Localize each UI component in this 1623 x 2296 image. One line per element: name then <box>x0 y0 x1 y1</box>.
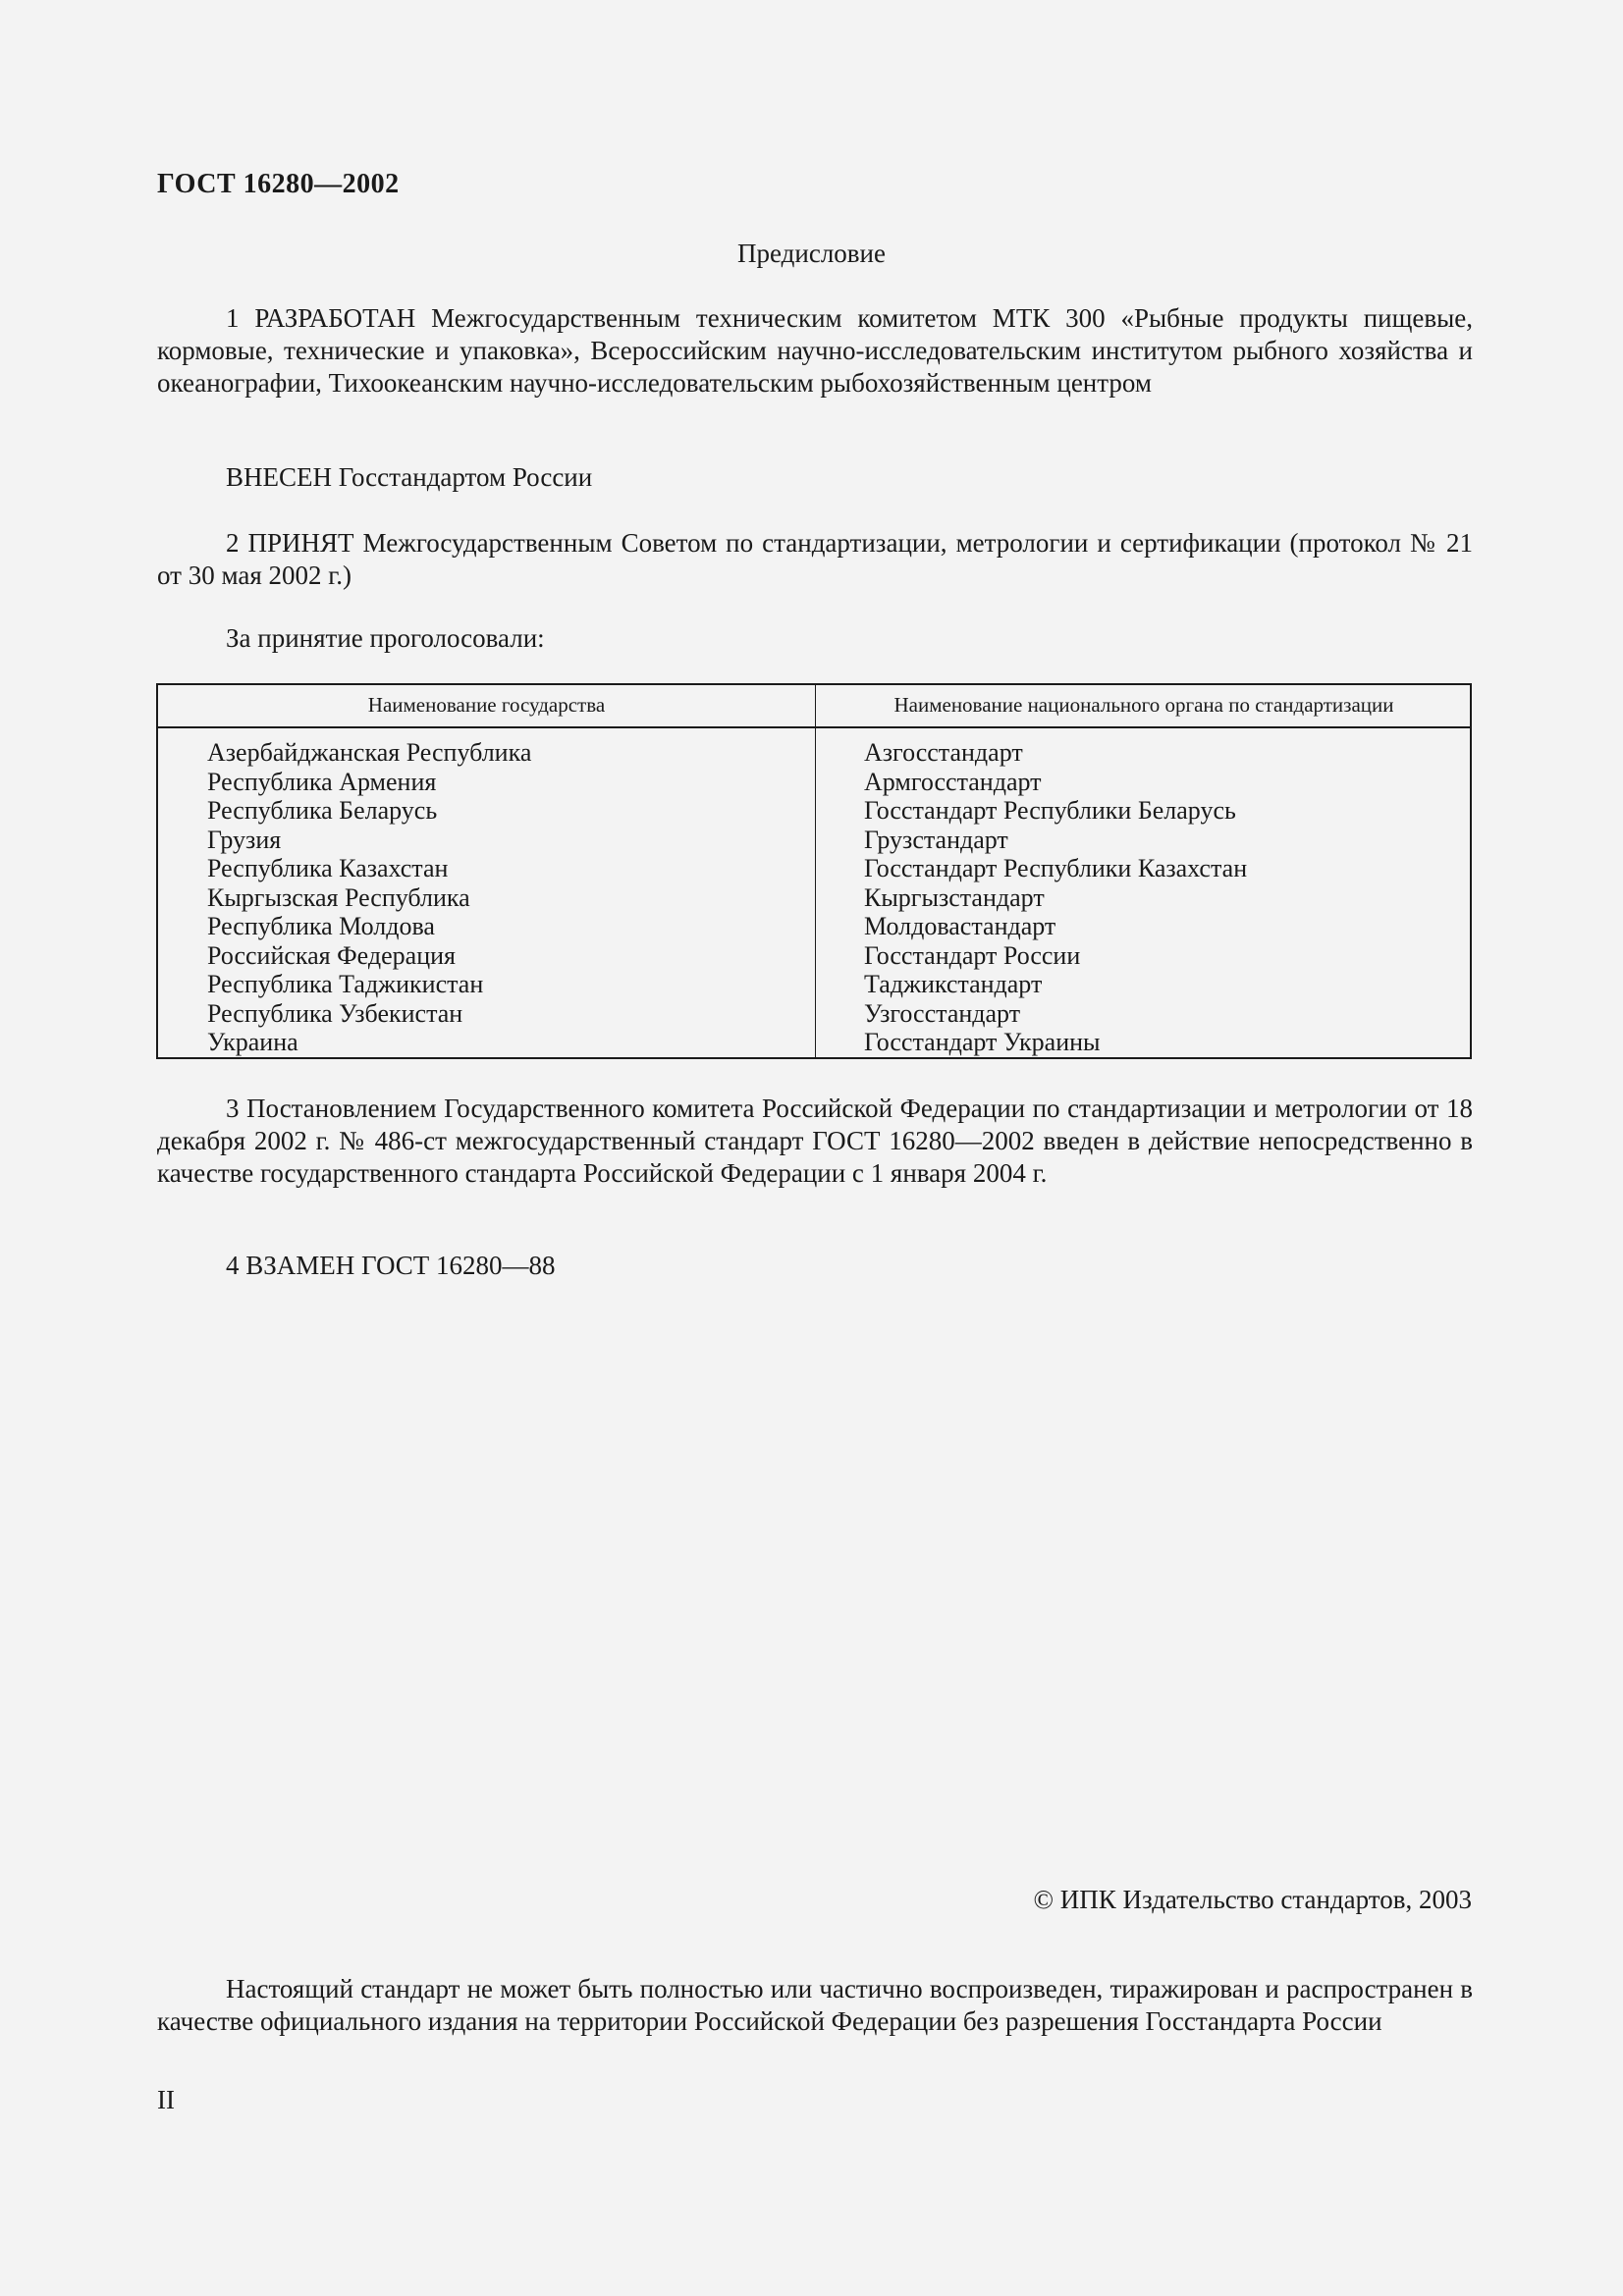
paragraph-introduced-by: ВНЕСЕН Госстандартом России <box>226 462 593 492</box>
table-cell-standards-body: Госстандарт Республики Казахстан <box>864 854 1248 882</box>
table-column-divider <box>815 685 816 1057</box>
table-column-standards-bodies <box>864 738 1247 1057</box>
table-cell-state: Республика Таджикистан <box>207 970 484 998</box>
table-header-state: Наименование государства <box>367 693 606 717</box>
table-cell-state: Российская Федерация <box>207 940 456 970</box>
voting-table <box>156 683 1472 1059</box>
table-cell-standards-body: Госстандарт России <box>864 940 1081 970</box>
table-cell-state: Кыргызская Республика <box>207 882 470 912</box>
table-cell-standards-body: Грузстандарт <box>864 825 1008 854</box>
table-cell-state: Республика Беларусь <box>207 796 438 825</box>
paragraph-replaces: 4 ВЗАМЕН ГОСТ 16280—88 <box>226 1251 556 1280</box>
table-cell-standards-body: Узгосстандарт <box>864 998 1021 1028</box>
table-cell-state: Украина <box>207 1028 298 1056</box>
paragraph-developed-by: 1 РАЗРАБОТАН Межгосударственным техническим комитетом МТК 300 «Рыбные продукты пищевые, кормовые, технические и упаковка», Всероссийским научно-исследовательским институтом рыбного хозяйства и океанографии, Тихоокеанским научно-исследовательским рыбохозяйственным центром <box>157 303 1473 398</box>
table-cell-standards-body: Азгосстандарт <box>864 738 1023 767</box>
table-cell-standards-body: Госстандарт Республики Беларусь <box>864 796 1236 825</box>
reproduction-notice: Настоящий стандарт не может быть полностью или частично воспроизведен, тиражирован и распространен в качестве официального издания на территории Российской Федерации без разрешения Госстандарта России <box>157 1974 1473 2036</box>
table-cell-standards-body: Кыргызстандарт <box>864 882 1045 912</box>
table-cell-state: Азербайджанская Республика <box>207 738 532 767</box>
table-header-divider <box>158 726 1470 728</box>
table-cell-state: Республика Молдова <box>207 912 435 940</box>
section-title: Предисловие <box>737 239 886 268</box>
table-cell-state: Грузия <box>207 825 282 854</box>
paragraph-adopted-by: 2 ПРИНЯТ Межгосударственным Советом по стандартизации, метрологии и сертификации (протокол № 21 от 30 мая 2002 г.) <box>157 528 1473 590</box>
table-cell-state: Республика Узбекистан <box>207 998 463 1028</box>
table-cell-state: Республика Армения <box>207 767 437 796</box>
table-cell-standards-body: Армгосстандарт <box>864 767 1042 796</box>
table-cell-standards-body: Молдовастандарт <box>864 912 1056 940</box>
table-column-states <box>207 738 531 1057</box>
paragraph-enacted-by: 3 Постановлением Государственного комитета Российской Федерации по стандартизации и метрологии от 18 декабря 2002 г. № 486-ст межгосударственный стандарт ГОСТ 16280—2002 введен в действие непосредственно в качестве государственного стандарта Российской Федерации с 1 января 2004 г. <box>157 1094 1473 1188</box>
page-number: II <box>157 2085 175 2114</box>
table-cell-state: Республика Казахстан <box>207 854 449 882</box>
table-cell-standards-body: Госстандарт Украины <box>864 1028 1101 1056</box>
table-header-standards-body: Наименование национального органа по стандартизации <box>893 693 1394 717</box>
paragraph-voted-for: За принятие проголосовали: <box>226 623 545 653</box>
table-cell-standards-body: Таджикстандарт <box>864 970 1043 998</box>
document-id: ГОСТ 16280—2002 <box>157 169 400 199</box>
copyright-line: © ИПК Издательство стандартов, 2003 <box>1033 1885 1472 1914</box>
